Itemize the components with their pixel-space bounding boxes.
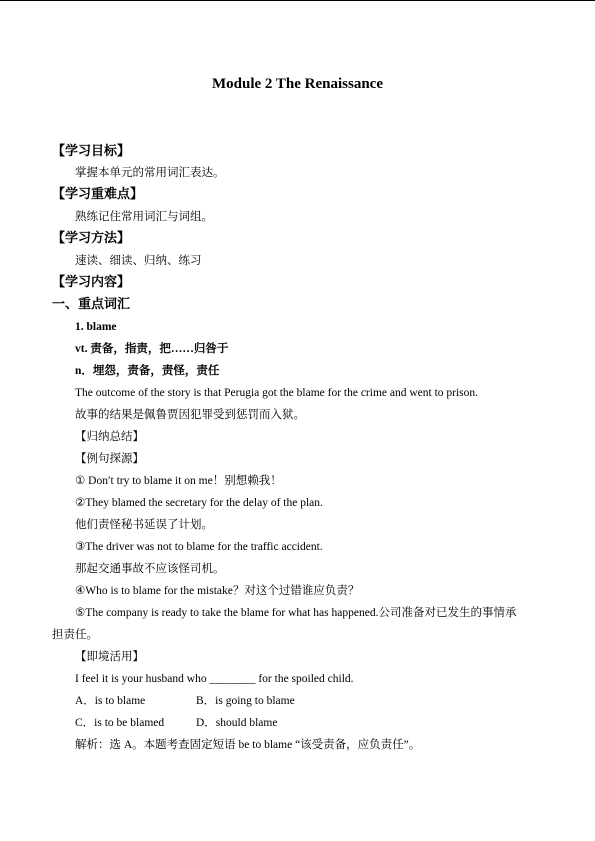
methods-heading: 【学习方法】 xyxy=(52,231,131,246)
sentence-2-english: ②They blamed the secretary for the delay of the plan. xyxy=(75,497,323,509)
practice-question: I feel it is your husband who ________ for the spoiled child. xyxy=(75,673,354,685)
option-d: D．should blame xyxy=(196,717,278,729)
option-a: A．is to blame xyxy=(75,695,146,707)
key-points-heading: 【学习重难点】 xyxy=(52,187,144,202)
sentence-5-line-1: ⑤The company is ready to take the blame for what has happened.公司准备对已发生的事情承 xyxy=(75,607,517,619)
objectives-heading: 【学习目标】 xyxy=(52,144,131,159)
sentence-4: ④Who is to blame for the mistake？对这个过错谁应负责？ xyxy=(75,585,360,597)
objectives-text: 掌握本单元的常用词汇表达。 xyxy=(75,167,225,179)
methods-text: 速读、细读、归纳、练习 xyxy=(75,255,202,267)
verb-definition: vt. 责备，指责，把……归咎于 xyxy=(75,343,229,355)
word-heading: 1. blame xyxy=(75,321,117,333)
sentence-3-chinese: 那起交通事故不应该怪司机。 xyxy=(75,563,225,575)
sentence-2-chinese: 他们责怪秘书延误了计划。 xyxy=(75,519,213,531)
sentence-1: ① Don′t try to blame it on me！别想赖我！ xyxy=(75,475,282,487)
sentence-5-line-2: 担责任。 xyxy=(52,629,98,641)
answer-explanation: 解析：选 A。本题考查固定短语 be to blame “该受责备，应负责任”。 xyxy=(75,739,421,751)
example-english: The outcome of the story is that Perugia got the blame for the crime and went to prison. xyxy=(75,387,479,399)
summary-heading: 【归纳总结】 xyxy=(75,431,144,443)
header-rule xyxy=(0,0,595,1)
noun-definition: n．埋怨，责备，责怪，责任 xyxy=(75,365,220,377)
sentence-3-english: ③The driver was not to blame for the traffic accident. xyxy=(75,541,323,553)
option-b: B．is going to blame xyxy=(196,695,295,707)
section-vocabulary-heading: 一、重点词汇 xyxy=(52,297,131,312)
page-title: Module 2 The Renaissance xyxy=(212,76,383,92)
practice-heading: 【即境活用】 xyxy=(75,651,144,663)
examples-heading: 【例句探源】 xyxy=(75,453,144,465)
content-heading: 【学习内容】 xyxy=(52,275,131,290)
key-points-text: 熟练记住常用词汇与词组。 xyxy=(75,211,213,223)
example-chinese: 故事的结果是佩鲁贾因犯罪受到惩罚而入狱。 xyxy=(75,409,305,421)
option-c: C．is to be blamed xyxy=(75,717,165,729)
